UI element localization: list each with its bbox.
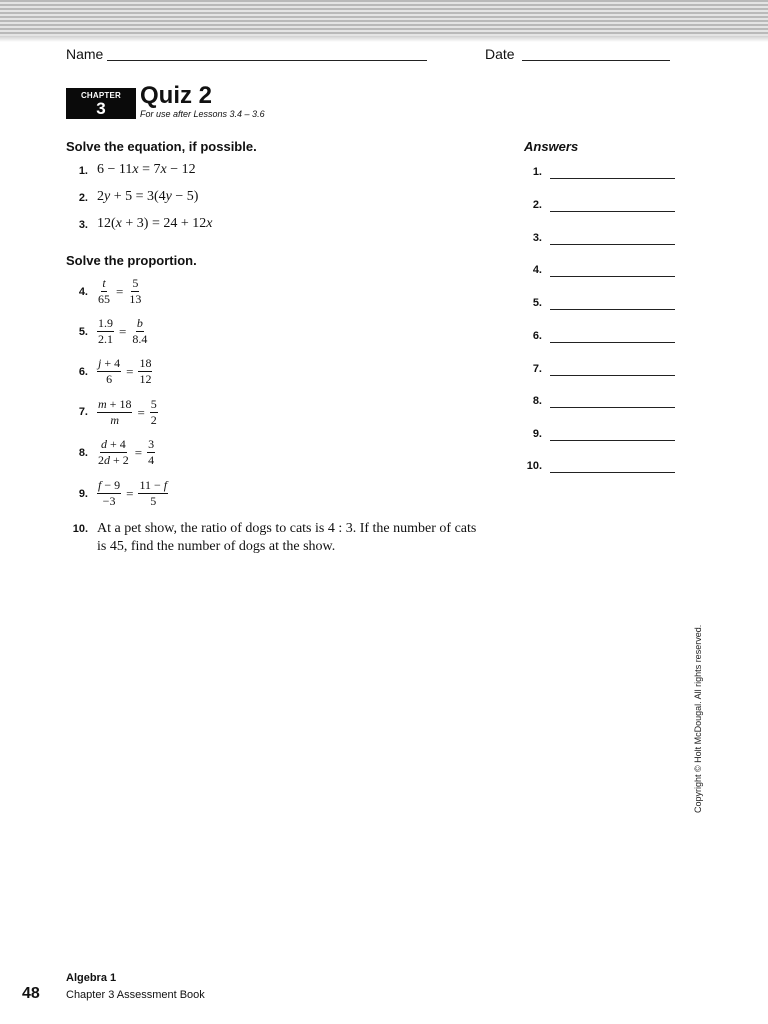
chapter-number: 3 [96,99,106,118]
problem-6-number: 6. [78,366,88,378]
quiz-title: Quiz 2 [140,82,213,109]
name-blank-line[interactable] [107,60,427,61]
problem-5-number: 5. [78,326,88,338]
answers-heading: Answers [524,139,579,154]
problem-8-proportion: $\frac{d + 4}{2d + 2}$ = $\frac{3}{4}$ [98,437,155,467]
answer-2-label: 2. [532,199,542,211]
answer-3-label: 3. [532,232,542,244]
problem-7-proportion: $\frac{m + 18}{m}$ = $\frac{5}{2}$ [98,397,157,427]
problem-9-left-fraction: $\frac{f - 9}{-3}$ [98,478,121,508]
problem-3-equation: 12(x + 3) = 24 + 12x [97,216,213,231]
answer-7-line[interactable] [550,375,675,376]
problem-2-equation: 2y + 5 = 3(4y − 5) [97,189,199,204]
book-title: Algebra 1 [66,972,117,984]
answer-10-line[interactable] [550,472,675,473]
problem-4-number: 4. [78,286,88,298]
answer-10-label: 10. [526,460,542,472]
problem-7-number: 7. [78,406,88,418]
chapter-word: CHAPTER [80,91,122,100]
answer-1-label: 1. [532,166,542,178]
answer-9-label: 9. [532,428,542,440]
problem-5-right-fraction: $\frac{b}{8.4}$ [132,316,148,346]
quiz-subtitle: For use after Lessons 3.4 – 3.6 [140,109,265,119]
problem-5-left-fraction: $\frac{1.9}{2.1}$ [98,316,113,346]
problem-7-right-fraction: $\frac{5}{2}$ [150,397,157,427]
problem-9-number: 9. [78,488,88,500]
page-number: 48 [22,985,40,1002]
chapter-badge [66,88,136,119]
proportions-heading: Solve the proportion. [66,253,197,268]
problem-1-equation: 6 − 11x = 7x − 12 [97,162,196,177]
top-stripe-banner [0,0,768,36]
answer-5-label: 5. [532,297,542,309]
problem-4-left-fraction: $\frac{t}{65}$ [98,276,110,306]
date-label: Date [485,46,515,62]
problem-3-number: 3. [78,219,88,231]
answer-3-line[interactable] [550,244,675,245]
answer-4-label: 4. [532,264,542,276]
answer-5-line[interactable] [550,309,675,310]
equations-heading: Solve the equation, if possible. [66,139,257,154]
name-label: Name [66,46,104,62]
answer-7-label: 7. [532,363,542,375]
problem-7-left-fraction: $\frac{m + 18}{m}$ [98,397,132,427]
date-blank-line[interactable] [522,60,670,61]
answer-2-line[interactable] [550,211,675,212]
problem-8-right-fraction: $\frac{3}{4}$ [148,437,155,467]
answer-1-line[interactable] [550,178,675,179]
problem-1-number: 1. [78,165,88,177]
problem-4-right-fraction: $\frac{5}{13}$ [129,276,142,306]
problem-10-text: At a pet show, the ratio of dogs to cats is 4 : 3. If the number of cats is 45, find the number of dogs at the show. [97,521,477,554]
answer-4-line[interactable] [550,276,675,277]
problem-6-proportion: $\frac{j + 4}{6}$ = $\frac{18}{12}$ [98,356,152,386]
answer-6-label: 6. [532,330,542,342]
problem-10-number: 10. [72,523,88,535]
problem-6-left-fraction: $\frac{j + 4}{6}$ [98,356,121,386]
answer-6-line[interactable] [550,342,675,343]
problem-2-number: 2. [78,192,88,204]
problem-6-right-fraction: $\frac{18}{12}$ [139,356,152,386]
copyright-notice: Copyright © Holt McDougal. All rights reserved. [693,624,703,813]
answer-8-label: 8. [532,395,542,407]
top-banner-shadow [0,36,768,42]
problem-4-proportion: $\frac{t}{65}$ = $\frac{5}{13}$ [98,276,142,306]
answer-8-line[interactable] [550,407,675,408]
problem-9-proportion: $\frac{f - 9}{-3}$ = $\frac{11 - f}{5}$ [98,478,168,508]
problem-9-right-fraction: $\frac{11 - f}{5}$ [139,478,168,508]
problem-8-number: 8. [78,447,88,459]
answer-9-line[interactable] [550,440,675,441]
problem-5-proportion: $\frac{1.9}{2.1}$ = $\frac{b}{8.4}$ [98,316,148,346]
book-subtitle: Chapter 3 Assessment Book [66,989,205,1001]
problem-8-left-fraction: $\frac{d + 4}{2d + 2}$ [98,437,129,467]
